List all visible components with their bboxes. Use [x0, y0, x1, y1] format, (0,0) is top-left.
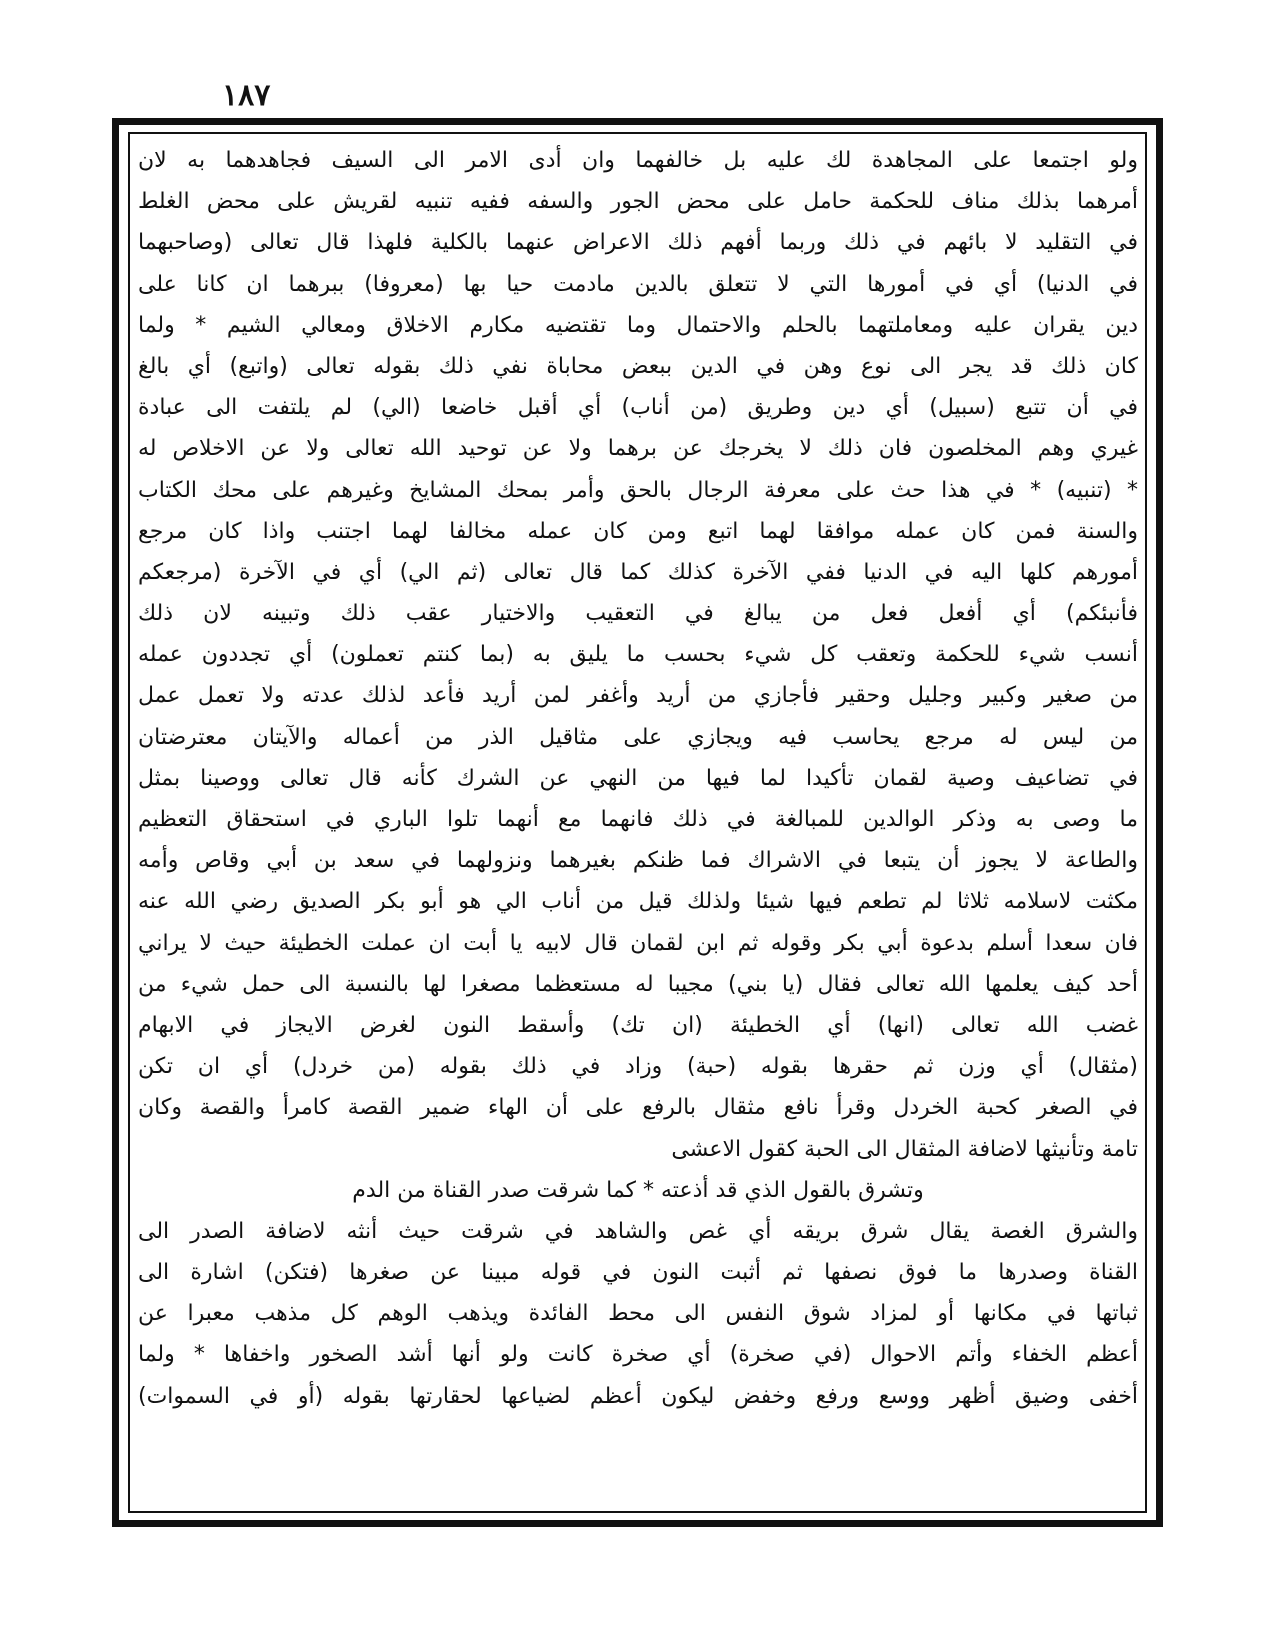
text-line: أنسب شيء للحكمة وتعقب كل شيء بحسب ما يليق به (بما كنتم تعملون) أي تجددون عمله: [138, 642, 1138, 668]
text-line: من ليس له مرجع يحاسب فيه ويجازي على مثاقيل الذر من أعماله والآيتان معترضتان: [138, 724, 1138, 750]
text-line: غيري وهم المخلصون فان ذلك لا يخرجك عن برهما ولا عن توحيد الله تعالى ولا عن الاخلاص له: [138, 436, 1138, 462]
text-line: من صغير وكبير وجليل وحقير فأجازي من أريد وأغفر لمن أريد فأعد لذلك عدته ولا تعمل عمل: [138, 683, 1138, 709]
text-line: دين يقران عليه ومعاملتهما بالحلم والاحتمال وما تقتضيه مكارم الاخلاق ومعالي الشيم * ولما: [138, 312, 1138, 338]
text-line: أمورهم كلها اليه في الدنيا ففي الآخرة كذلك كما قال تعالى (ثم الي) أي في الآخرة (مرجعكم: [138, 559, 1138, 585]
text-line: (مثقال) أي وزن ثم حقرها بقوله (حبة) وزاد في ذلك بقوله (من خردل) أي ان تكن: [138, 1054, 1138, 1080]
text-line: غضب الله تعالى (انها) أي الخطيئة (ان تك) وأسقط النون لغرض الايجاز في الابهام: [138, 1012, 1138, 1038]
text-line: في تضاعيف وصية لقمان تأكيدا لما فيها من النهي عن الشرك كأنه قال تعالى ووصينا بمثل: [138, 765, 1138, 791]
text-line: والطاعة لا يجوز أن يتبعا في الاشراك فما ظنكم بغيرهما ونزولهما في سعد بن أبي وقاص وأمه: [138, 848, 1138, 874]
text-line: ما وصى به وذكر الوالدين للمبالغة في ذلك فانهما مع أنهما تلوا الباري في استحقاق التعظيم: [138, 807, 1138, 832]
text-line: ثباتها في مكانها أو لمزاد شوق النفس الى محط الفائدة ويذهب الوهم كل مذهب معبرا عن: [138, 1301, 1138, 1327]
text-line: تامة وتأنيثها لاضافة المثقال الى الحبة كقول الاعشى: [671, 1136, 1138, 1162]
text-line: أمرهما بذلك مناف للحكمة حامل على محض الجور والسفه ففيه تنبيه لقريش على محض الغلط: [138, 189, 1138, 215]
text-line: في الدنيا) أي في أمورها التي لا تتعلق بالدين مادمت حيا بها (معروفا) ببرهما ان كانا على: [138, 271, 1138, 297]
text-line: أخفى وضيق أظهر ووسع ورفع وخفض ليكون أعظم لضياعها لحقارتها بقوله (أو في السموات): [138, 1383, 1138, 1409]
main-text-block: [138, 140, 1138, 1508]
text-line: في أن تتبع (سبيل) أي دين وطريق (من أناب) أي أقبل خاضعا (الي) لم يلتفت الى عبادة: [138, 395, 1138, 421]
text-line: والسنة فمن كان عمله موافقا لهما اتبع ومن كان عمله مخالفا لهما اجتنب واذا كان مرجع: [138, 518, 1138, 544]
poetry-verse: وتشرق بالقول الذي قد أذعته * كما شرقت صدر القناة من الدم: [352, 1177, 924, 1203]
text-line: القناة وصدرها ما فوق نصفها ثم أثبت النون في قوله مبينا عن صغرها (فتكن) اشارة الى: [138, 1260, 1138, 1286]
text-line: والشرق الغصة يقال شرق بريقه أي غص والشاهد في شرقت حيث أنثه لاضافة الصدر الى: [138, 1218, 1138, 1244]
text-line: في التقليد لا بائهم في ذلك وربما أفهم ذلك الاعراض عنهما بالكلية فلهذا قال تعالى (وصاحبهما: [138, 230, 1138, 256]
text-line: أعظم الخفاء وأتم الاحوال (في صخرة) أي صخرة كانت ولو أنها أشد الصخور واخفاها * ولما: [138, 1342, 1138, 1368]
text-line: * (تنبيه) * في هذا حث على معرفة الرجال بالحق وأمر بمحك المشايخ وغيرهم على محك الكتاب: [138, 477, 1138, 503]
page-number: ١٨٧: [222, 78, 271, 113]
text-line: مكثت لاسلامه ثلاثا لم تطعم فيها شيئا ولذلك قيل من أناب الي هو أبو بكر الصديق رضي الله عنه: [138, 889, 1138, 915]
text-line: كان ذلك قد يجر الى نوع وهن في الدين ببعض محاباة نفي ذلك بقوله تعالى (واتبع) أي بالغ: [138, 353, 1138, 379]
text-line: ولو اجتمعا على المجاهدة لك عليه بل خالفهما وان أدى الامر الى السيف فجاهدهما به لان: [138, 148, 1138, 173]
text-line: فان سعدا أسلم بدعوة أبي بكر وقوله ثم ابن لقمان قال لابيه يا أبت ان عملت الخطيئة حيث لا يراني: [138, 930, 1138, 956]
text-line: فأنبئكم) أي أفعل فعل من يبالغ في التعقيب والاختيار عقب ذلك وتبينه لان ذلك: [138, 601, 1138, 627]
text-line: أحد كيف يعلمها الله تعالى فقال (يا بني) مجيبا له مستعظما مصغرا لها بالنسبة الى حمل شيء من: [138, 971, 1138, 997]
text-line: في الصغر كحبة الخردل وقرأ نافع مثقال بالرفع على أن الهاء ضمير القصة كامرأ والقصة وكان: [138, 1095, 1138, 1121]
